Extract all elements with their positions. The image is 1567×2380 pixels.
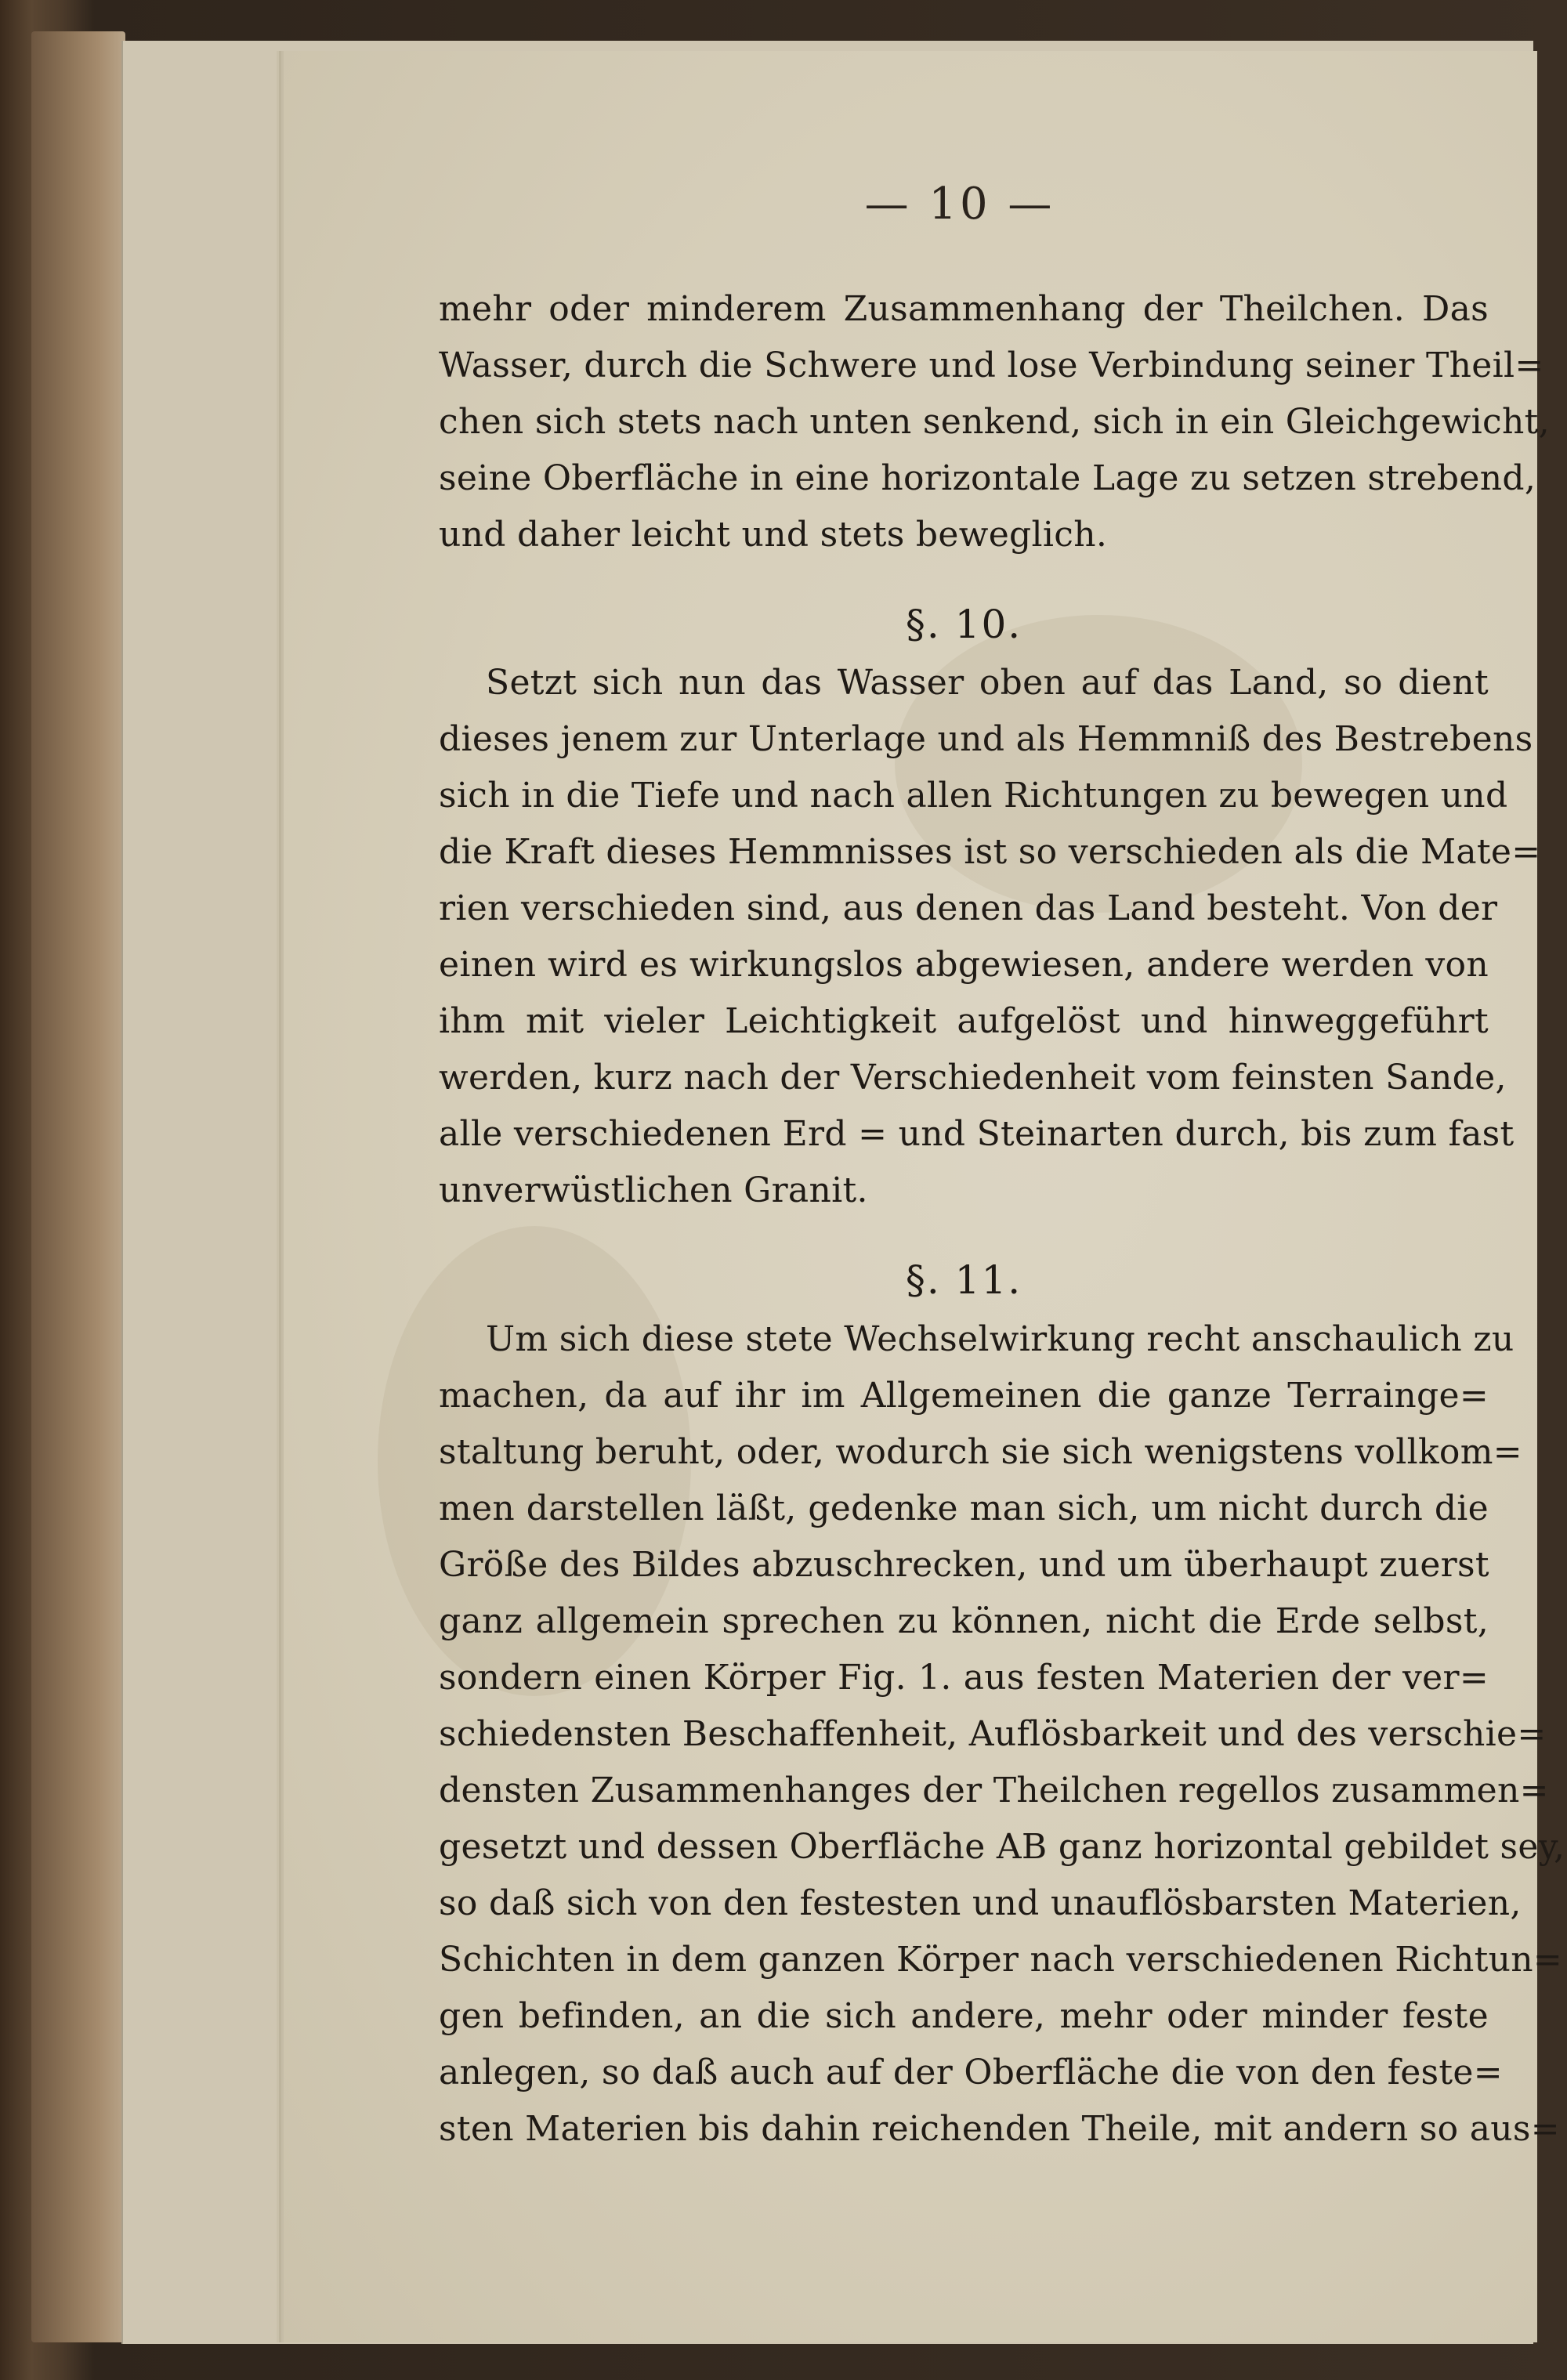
- text-line: gen befinden, an die sich andere, mehr oder minder feste: [439, 1996, 1489, 2036]
- text-line: Wasser, durch die Schwere und lose Verbindung seiner Theil=: [439, 345, 1544, 385]
- section-heading: §. 11.: [905, 1257, 1022, 1303]
- text-line: die Kraft dieses Hemmnisses ist so verschieden als die Mate=: [439, 832, 1541, 872]
- text-line: men darstellen läßt, gedenke man sich, um nicht durch die: [439, 1488, 1489, 1528]
- text-line: machen, da auf ihr im Allgemeinen die ganze Terrainge=: [439, 1376, 1489, 1416]
- text-line: ganz allgemein sprechen zu können, nicht die Erde selbst,: [439, 1601, 1489, 1641]
- text-line: staltung beruht, oder, wodurch sie sich wenigstens vollkom=: [439, 1432, 1522, 1472]
- text-line: schiedensten Beschaffenheit, Auflösbarkeit und des verschie=: [439, 1714, 1547, 1754]
- text-line: densten Zusammenhanges der Theilchen regellos zusammen=: [439, 1771, 1549, 1810]
- text-line: Schichten in dem ganzen Körper nach verschiedenen Richtun=: [439, 1940, 1563, 1980]
- text-line: sten Materien bis dahin reichenden Theile, mit andern so aus=: [439, 2109, 1560, 2149]
- text-line: alle verschiedenen Erd = und Steinarten durch, bis zum fast: [439, 1114, 1515, 1154]
- section-heading: §. 10.: [905, 602, 1022, 647]
- text-line: anlegen, so daß auch auf der Oberfläche die von den feste=: [439, 2053, 1503, 2092]
- text-line: dieses jenem zur Unterlage und als Hemmniß des Bestrebens: [439, 719, 1533, 759]
- text-line: Um sich diese stete Wechselwirkung recht anschaulich zu: [486, 1319, 1515, 1359]
- book-cover-edge: [31, 31, 125, 2342]
- text-line: seine Oberfläche in eine horizontale Lage zu setzen strebend,: [439, 458, 1536, 498]
- text-line: und daher leicht und stets beweglich.: [439, 515, 1108, 555]
- text-line: rien verschieden sind, aus denen das Land besteht. Von der: [439, 888, 1498, 928]
- text-line: so daß sich von den festesten und unauflösbarsten Materien,: [439, 1883, 1522, 1923]
- page-number: — 10 —: [864, 179, 1055, 230]
- text-line: Größe des Bildes abzuschrecken, und um überhaupt zuerst: [439, 1545, 1489, 1585]
- text-line: gesetzt und dessen Oberfläche AB ganz horizontal gebildet sey,: [439, 1827, 1565, 1867]
- text-line: ihm mit vieler Leichtigkeit aufgelöst und hinweggeführt: [439, 1001, 1489, 1041]
- text-line: unverwüstlichen Granit.: [439, 1170, 868, 1210]
- text-line: sich in die Tiefe und nach allen Richtungen zu bewegen und: [439, 776, 1508, 816]
- text-line: einen wird es wirkungslos abgewiesen, andere werden von: [439, 945, 1489, 985]
- text-line: Setzt sich nun das Wasser oben auf das Land, so dient: [486, 663, 1489, 703]
- text-line: werden, kurz nach der Verschiedenheit vom feinsten Sande,: [439, 1058, 1507, 1098]
- text-line: mehr oder minderem Zusammenhang der Theilchen. Das: [439, 289, 1489, 329]
- text-line: sondern einen Körper Fig. 1. aus festen Materien der ver=: [439, 1658, 1489, 1698]
- text-line: chen sich stets nach unten senkend, sich in ein Gleichgewicht,: [439, 402, 1550, 442]
